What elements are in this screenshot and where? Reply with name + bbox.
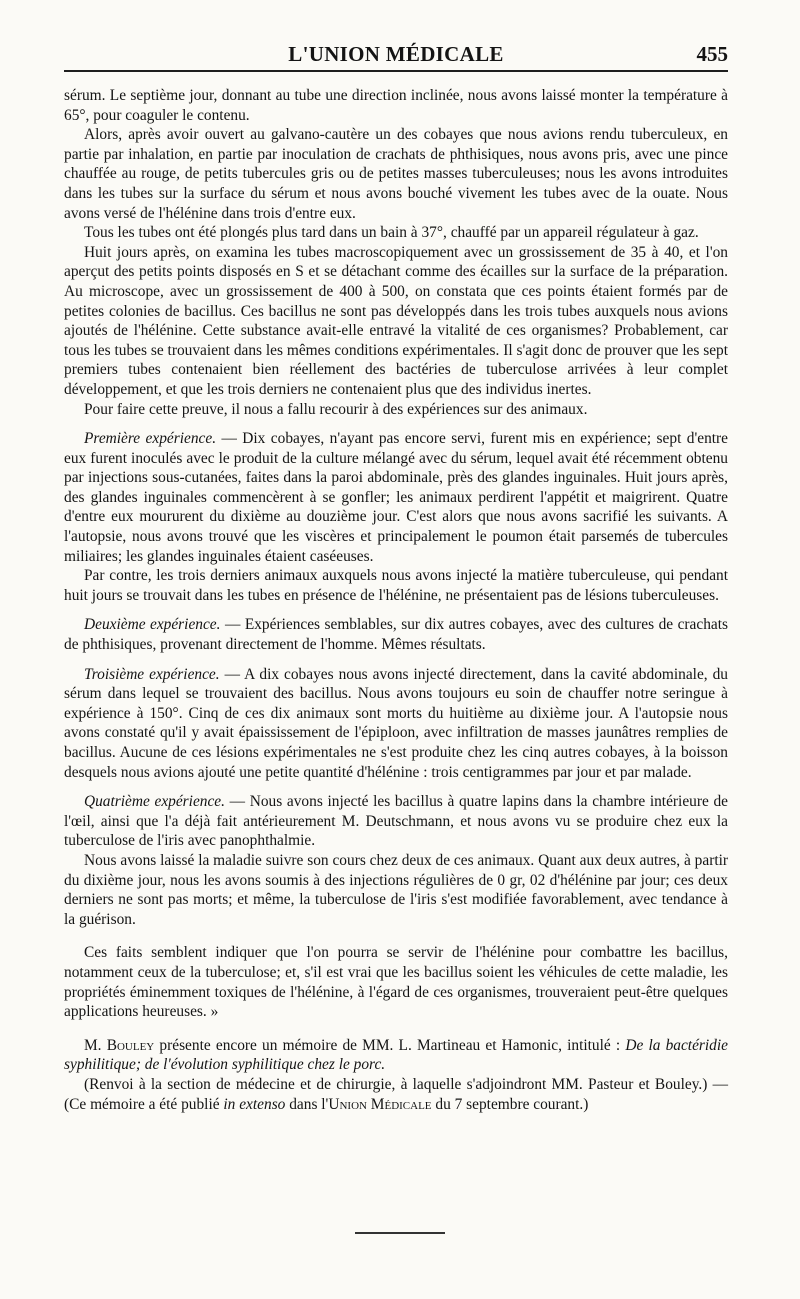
article-body bbox=[64, 86, 728, 1114]
journal-name: Union Médicale bbox=[328, 1095, 432, 1113]
experiment-label: Quatrième expérience. bbox=[84, 793, 225, 811]
paragraph: Huit jours après, on examina les tubes macroscopiquement avec un grossissement de 35 à 40, et l'on aperçut des petits points disposés en S et se détachant comme des écailles sur la surface de la préparation. Au microscope, avec un grossissement de 400 à 500, on constata que ces points étaient formés par de petites colonies de bacillus. Ces bacillus ne sont pas développés dans les trois tubes auxquels nous avions ajoutés de l'hélénine. Cette substance avait-elle entravé la vitalité de ces organismes? Probablement, car tous les tubes se trouvaient dans les mêmes conditions expérimentales. Il s'agit donc de prouver que les sept premiers tubes contenaient bien réellement des bactéries de tuberculose arrivées à leur complet développement, et que les trois derniers ne contenaient plus que des individus inertes. bbox=[64, 243, 728, 398]
experiment-label: Troisième expérience. bbox=[84, 665, 220, 683]
experiment-label: Première expérience. bbox=[84, 430, 217, 448]
text-run: présente encore un mémoire de MM. L. Martineau et Hamonic, intitulé : bbox=[154, 1036, 626, 1054]
text-run: M. bbox=[84, 1036, 107, 1054]
author-name: Bouley bbox=[106, 1036, 155, 1054]
paragraph-renvoi bbox=[64, 1075, 728, 1114]
page-header bbox=[64, 40, 728, 72]
experiment-text: — Expériences semblables, sur dix autres cobayes, avec des cultures de crachats de phthisiques, provenant directement de l'homme. Mêmes résultats. bbox=[64, 616, 728, 654]
paragraph: Tous les tubes ont été plongés plus tard dans un bain à 37°, chauffé par un appareil régulateur à gaz. bbox=[84, 224, 699, 242]
text-run: dans l' bbox=[285, 1095, 329, 1113]
paragraph-experiment-2 bbox=[64, 615, 728, 654]
experiment-text: — Dix cobayes, n'ayant pas encore servi, furent mis en expérience; sept d'entre eux furent inoculés avec le produit de la culture mélangé avec du sérum, lequel avait été récemment obtenu par injections sous-cutanées, faites dans la paroi abdominale, près des glandes inguinales. Huit jours après, des glandes inguinales commencèrent à se gonfler; les animaux perdirent l'appétit et maigrirent. Quatre d'entre eux moururent du dixième au douzième jour. C'est alors que nous avons sacrifié les suivants. A l'autopsie, nous avons trouvé que les viscères et principalement le poumon était parsemés de tubercules miliaires; les glandes inguinales étaient caséeuses. bbox=[64, 430, 728, 565]
footer-divider bbox=[355, 1232, 445, 1234]
paragraph-bouley bbox=[64, 1036, 728, 1075]
paragraph-conclusion: Ces faits semblent indiquer que l'on pourra se servir de l'hélénine pour combattre les bacillus, notamment ceux de la tuberculose; et, s'il est vrai que les bacillus soient les véhicules de cette maladie, les propriétés éminemment toxiques de l'hélénine, à l'égard de ces organismes, trouveraient peut-être quelques applications heureuses. » bbox=[64, 944, 728, 1021]
paragraph: Nous avons laissé la maladie suivre son cours chez deux de ces animaux. Quant aux deux autres, à partir du dixième jour, nous les avons soumis à des injections régulières de 0 gr, 02 d'hélénine par jour; ces deux derniers ne sont pas morts; et même, la tuberculose de l'iris s'est modifiée favorablement, avec tendance à la guérison. bbox=[64, 851, 728, 928]
page-number: 455 bbox=[696, 42, 728, 66]
paragraph-experiment-4 bbox=[64, 792, 728, 851]
paragraph: Par contre, les trois derniers animaux auxquels nous avons injecté la matière tuberculeuse, qui pendant huit jours se trouvait dans les tubes en présence de l'hélénine, ne présentaient pas de lésions tuberculeuses. bbox=[64, 567, 728, 604]
journal-title: L'UNION MÉDICALE bbox=[288, 42, 504, 66]
text-run: (Renvoi à la section de médecine et de chirurgie, à laquelle s'adjoindront MM. Pasteur et Bouley.) — (Ce mémoire a été publié bbox=[64, 1075, 728, 1113]
paragraph: Alors, après avoir ouvert au galvano-cautère un des cobayes que nous avions rendu tuberculeux, en partie par inhalation, en partie par inoculation de crachats de phthisiques, nous avons pris, avec une pince chauffée au rouge, de petits tubercules gris ou de petites masses tuberculeuses; nous les avons introduites dans les tubes sur la surface du sérum et nous avons bouché vivement les tubes avec de la ouate. Nous avons versé de l'hélénine dans trois d'entre eux. bbox=[64, 126, 728, 222]
experiment-text: — A dix cobayes nous avons injecté directement, dans la cavité abdominale, du sérum dans lequel se trouvaient des bacillus. Nous avons toujours eu soin de chauffer notre seringue à expérience à 150°. Cinq de ces dix animaux sont morts du huitième au dixième jour. A l'autopsie nous avons constaté qu'il y avait épaississement de l'épiploon, avec infiltration de masses jaunâtres remplies de bacillus. Aucune de ces lésions expérimentales ne s'est produite chez les cinq autres cobayes, à la boisson desquels nous avions ajouté une petite quantité d'hélénine : trois centigrammes par jour et par malade. bbox=[64, 665, 728, 781]
paragraph-experiment-1 bbox=[64, 429, 728, 566]
text-run: du 7 septembre courant.) bbox=[431, 1095, 589, 1113]
paragraph-experiment-3 bbox=[64, 665, 728, 783]
experiment-label: Deuxième expérience. bbox=[84, 616, 221, 634]
memoir-title: De la bactéridie syphilitique; de l'évolution syphilitique chez le porc. bbox=[64, 1036, 728, 1074]
text-italic: in extenso bbox=[223, 1095, 286, 1113]
paragraph: sérum. Le septième jour, donnant au tube une direction inclinée, nous avons laissé monter la température à 65°, pour coaguler le contenu. bbox=[64, 87, 728, 124]
paragraph: Pour faire cette preuve, il nous a fallu recourir à des expériences sur des animaux. bbox=[84, 400, 588, 418]
experiment-text: — Nous avons injecté les bacillus à quatre lapins dans la chambre intérieure de l'œil, ainsi que l'a déjà fait antérieurement M. Deutschmann, et nous avons vu se produire chez eux la tuberculose de l'iris avec panophthalmie. bbox=[64, 793, 728, 850]
